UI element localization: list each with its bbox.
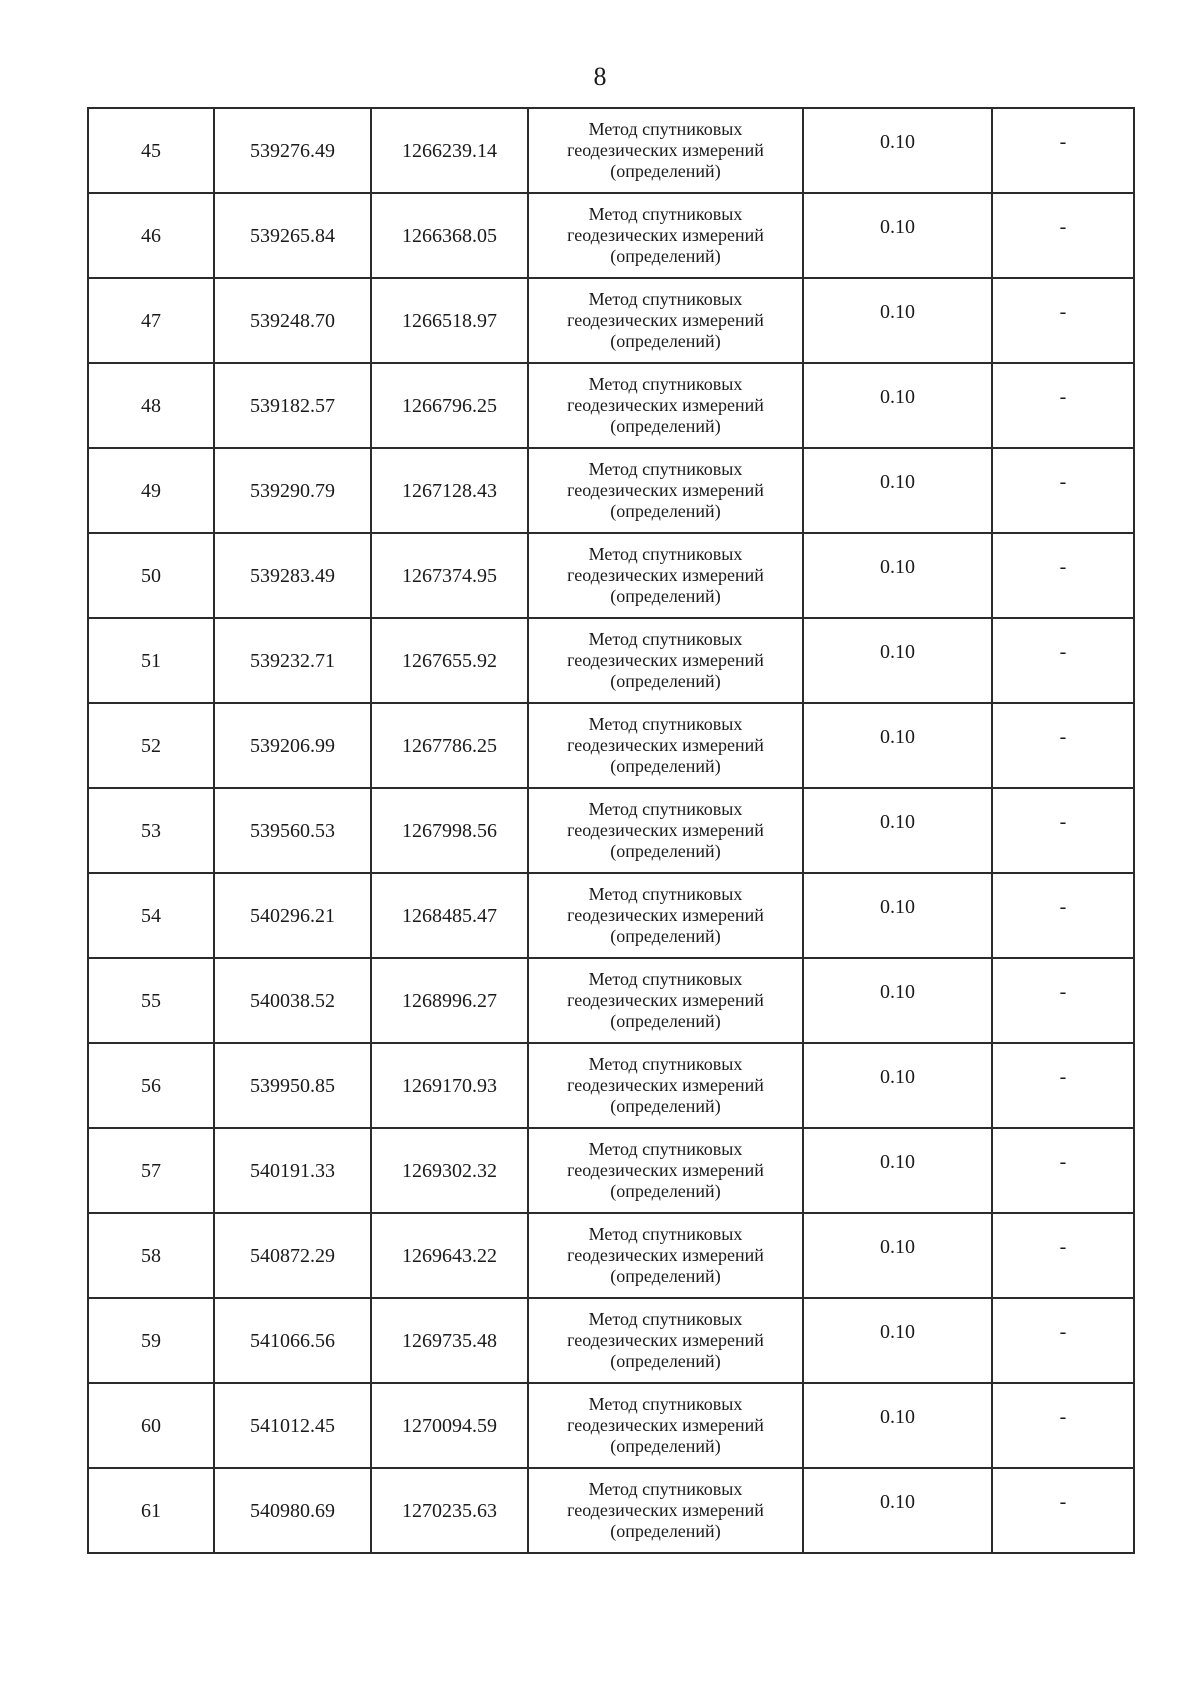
method-text-line: геодезических измерений — [567, 820, 764, 840]
method-text-line: Метод спутниковых — [588, 1479, 743, 1499]
accuracy-cell: 0.10 — [803, 1298, 992, 1383]
table-row — [88, 193, 1134, 278]
method-text-line: геодезических измерений — [567, 395, 764, 415]
method-cell — [528, 278, 803, 363]
method-text-line: (определений) — [610, 1266, 721, 1286]
y-coordinate-cell: 1267786.25 — [371, 703, 528, 788]
accuracy-cell: 0.10 — [803, 958, 992, 1043]
x-coordinate-cell: 539248.70 — [214, 278, 371, 363]
y-coordinate-cell: 1270235.63 — [371, 1468, 528, 1553]
method-text-line: геодезических измерений — [567, 1160, 764, 1180]
method-text-line: геодезических измерений — [567, 565, 764, 585]
method-text-line: Метод спутниковых — [588, 1054, 743, 1074]
method-cell — [528, 363, 803, 448]
x-coordinate-cell: 539276.49 — [214, 108, 371, 193]
accuracy-cell: 0.10 — [803, 363, 992, 448]
method-text-line: геодезических измерений — [567, 1500, 764, 1520]
x-coordinate-cell: 541066.56 — [214, 1298, 371, 1383]
accuracy-cell: 0.10 — [803, 108, 992, 193]
method-cell — [528, 1128, 803, 1213]
method-text-line: Метод спутниковых — [588, 289, 743, 309]
table-row — [88, 788, 1134, 873]
method-text-line: Метод спутниковых — [588, 1139, 743, 1159]
accuracy-cell: 0.10 — [803, 873, 992, 958]
y-coordinate-cell: 1266239.14 — [371, 108, 528, 193]
method-text-line: (определений) — [610, 1351, 721, 1371]
y-coordinate-cell: 1269170.93 — [371, 1043, 528, 1128]
method-text-line: (определений) — [610, 1096, 721, 1116]
method-text-line: Метод спутниковых — [588, 969, 743, 989]
method-text-line: Метод спутниковых — [588, 204, 743, 224]
note-cell: - — [992, 958, 1134, 1043]
method-cell — [528, 873, 803, 958]
note-cell: - — [992, 1128, 1134, 1213]
method-text-line: геодезических измерений — [567, 1075, 764, 1095]
accuracy-cell: 0.10 — [803, 1213, 992, 1298]
y-coordinate-cell: 1267128.43 — [371, 448, 528, 533]
x-coordinate-cell: 540038.52 — [214, 958, 371, 1043]
method-text-line: геодезических измерений — [567, 905, 764, 925]
method-text-line: Метод спутниковых — [588, 714, 743, 734]
x-coordinate-cell: 539232.71 — [214, 618, 371, 703]
point-number-cell: 52 — [88, 703, 214, 788]
y-coordinate-cell: 1269643.22 — [371, 1213, 528, 1298]
method-text-line: (определений) — [610, 501, 721, 521]
point-number-cell: 45 — [88, 108, 214, 193]
table-row — [88, 363, 1134, 448]
note-cell: - — [992, 873, 1134, 958]
method-text-line: геодезических измерений — [567, 735, 764, 755]
method-text-line: (определений) — [610, 416, 721, 436]
method-text-line: Метод спутниковых — [588, 1394, 743, 1414]
table-row — [88, 958, 1134, 1043]
coordinates-table — [87, 107, 1135, 1554]
point-number-cell: 55 — [88, 958, 214, 1043]
method-text-line: геодезических измерений — [567, 990, 764, 1010]
method-text-line: (определений) — [610, 586, 721, 606]
x-coordinate-cell: 540872.29 — [214, 1213, 371, 1298]
method-text-line: геодезических измерений — [567, 310, 764, 330]
x-coordinate-cell: 539265.84 — [214, 193, 371, 278]
method-text-line: геодезических измерений — [567, 1330, 764, 1350]
method-text-line: (определений) — [610, 331, 721, 351]
method-cell — [528, 1043, 803, 1128]
method-text-line: (определений) — [610, 246, 721, 266]
method-text-line: (определений) — [610, 1181, 721, 1201]
method-text-line: геодезических измерений — [567, 480, 764, 500]
accuracy-cell: 0.10 — [803, 1128, 992, 1213]
method-text-line: геодезических измерений — [567, 1245, 764, 1265]
accuracy-cell: 0.10 — [803, 278, 992, 363]
method-text-line: геодезических измерений — [567, 1415, 764, 1435]
method-text-line: (определений) — [610, 1011, 721, 1031]
x-coordinate-cell: 539560.53 — [214, 788, 371, 873]
method-text-line: геодезических измерений — [567, 225, 764, 245]
point-number-cell: 49 — [88, 448, 214, 533]
accuracy-cell: 0.10 — [803, 193, 992, 278]
note-cell: - — [992, 363, 1134, 448]
table-row — [88, 1383, 1134, 1468]
accuracy-cell: 0.10 — [803, 533, 992, 618]
table-row — [88, 873, 1134, 958]
x-coordinate-cell: 540296.21 — [214, 873, 371, 958]
y-coordinate-cell: 1267374.95 — [371, 533, 528, 618]
accuracy-cell: 0.10 — [803, 703, 992, 788]
method-cell — [528, 1213, 803, 1298]
table-row — [88, 1298, 1134, 1383]
method-cell — [528, 958, 803, 1043]
y-coordinate-cell: 1268485.47 — [371, 873, 528, 958]
page-number: 8 — [593, 62, 607, 91]
y-coordinate-cell: 1266368.05 — [371, 193, 528, 278]
x-coordinate-cell: 539283.49 — [214, 533, 371, 618]
note-cell: - — [992, 108, 1134, 193]
note-cell: - — [992, 1043, 1134, 1128]
x-coordinate-cell: 540191.33 — [214, 1128, 371, 1213]
accuracy-cell: 0.10 — [803, 1468, 992, 1553]
point-number-cell: 60 — [88, 1383, 214, 1468]
y-coordinate-cell: 1266518.97 — [371, 278, 528, 363]
method-text-line: (определений) — [610, 926, 721, 946]
point-number-cell: 50 — [88, 533, 214, 618]
note-cell: - — [992, 788, 1134, 873]
y-coordinate-cell: 1266796.25 — [371, 363, 528, 448]
y-coordinate-cell: 1269302.32 — [371, 1128, 528, 1213]
y-coordinate-cell: 1267655.92 — [371, 618, 528, 703]
note-cell: - — [992, 448, 1134, 533]
accuracy-cell: 0.10 — [803, 448, 992, 533]
note-cell: - — [992, 618, 1134, 703]
method-text-line: Метод спутниковых — [588, 544, 743, 564]
x-coordinate-cell: 539206.99 — [214, 703, 371, 788]
accuracy-cell: 0.10 — [803, 618, 992, 703]
table-body — [88, 108, 1134, 1553]
method-cell — [528, 1468, 803, 1553]
method-cell — [528, 193, 803, 278]
method-text-line: (определений) — [610, 161, 721, 181]
method-text-line: Метод спутниковых — [588, 119, 743, 139]
table-row — [88, 1468, 1134, 1553]
method-text-line: Метод спутниковых — [588, 884, 743, 904]
note-cell: - — [992, 278, 1134, 363]
table-row — [88, 533, 1134, 618]
point-number-cell: 46 — [88, 193, 214, 278]
method-text-line: (определений) — [610, 671, 721, 691]
accuracy-cell: 0.10 — [803, 1383, 992, 1468]
method-text-line: Метод спутниковых — [588, 374, 743, 394]
y-coordinate-cell: 1268996.27 — [371, 958, 528, 1043]
method-text-line: Метод спутниковых — [588, 799, 743, 819]
x-coordinate-cell: 539182.57 — [214, 363, 371, 448]
table-row — [88, 108, 1134, 193]
method-cell — [528, 108, 803, 193]
x-coordinate-cell: 540980.69 — [214, 1468, 371, 1553]
method-cell — [528, 1383, 803, 1468]
table-row — [88, 1043, 1134, 1128]
method-text-line: (определений) — [610, 1521, 721, 1541]
note-cell: - — [992, 703, 1134, 788]
x-coordinate-cell: 539950.85 — [214, 1043, 371, 1128]
method-text-line: геодезических измерений — [567, 650, 764, 670]
accuracy-cell: 0.10 — [803, 788, 992, 873]
point-number-cell: 54 — [88, 873, 214, 958]
table-row — [88, 703, 1134, 788]
point-number-cell: 51 — [88, 618, 214, 703]
table-row — [88, 278, 1134, 363]
method-cell — [528, 703, 803, 788]
method-cell — [528, 448, 803, 533]
method-text-line: Метод спутниковых — [588, 1309, 743, 1329]
note-cell: - — [992, 1383, 1134, 1468]
method-cell — [528, 1298, 803, 1383]
note-cell: - — [992, 1468, 1134, 1553]
accuracy-cell: 0.10 — [803, 1043, 992, 1128]
note-cell: - — [992, 1298, 1134, 1383]
note-cell: - — [992, 533, 1134, 618]
method-cell — [528, 533, 803, 618]
method-text-line: геодезических измерений — [567, 140, 764, 160]
table-row — [88, 1213, 1134, 1298]
point-number-cell: 57 — [88, 1128, 214, 1213]
method-text-line: (определений) — [610, 841, 721, 861]
note-cell: - — [992, 1213, 1134, 1298]
x-coordinate-cell: 539290.79 — [214, 448, 371, 533]
y-coordinate-cell: 1270094.59 — [371, 1383, 528, 1468]
method-cell — [528, 788, 803, 873]
point-number-cell: 61 — [88, 1468, 214, 1553]
method-text-line: Метод спутниковых — [588, 1224, 743, 1244]
method-text-line: (определений) — [610, 756, 721, 776]
method-text-line: (определений) — [610, 1436, 721, 1456]
point-number-cell: 48 — [88, 363, 214, 448]
table-row — [88, 618, 1134, 703]
method-text-line: Метод спутниковых — [588, 459, 743, 479]
point-number-cell: 58 — [88, 1213, 214, 1298]
point-number-cell: 59 — [88, 1298, 214, 1383]
method-text-line: Метод спутниковых — [588, 629, 743, 649]
point-number-cell: 47 — [88, 278, 214, 363]
x-coordinate-cell: 541012.45 — [214, 1383, 371, 1468]
table-row — [88, 448, 1134, 533]
y-coordinate-cell: 1269735.48 — [371, 1298, 528, 1383]
method-cell — [528, 618, 803, 703]
point-number-cell: 56 — [88, 1043, 214, 1128]
note-cell: - — [992, 193, 1134, 278]
point-number-cell: 53 — [88, 788, 214, 873]
y-coordinate-cell: 1267998.56 — [371, 788, 528, 873]
table-row — [88, 1128, 1134, 1213]
